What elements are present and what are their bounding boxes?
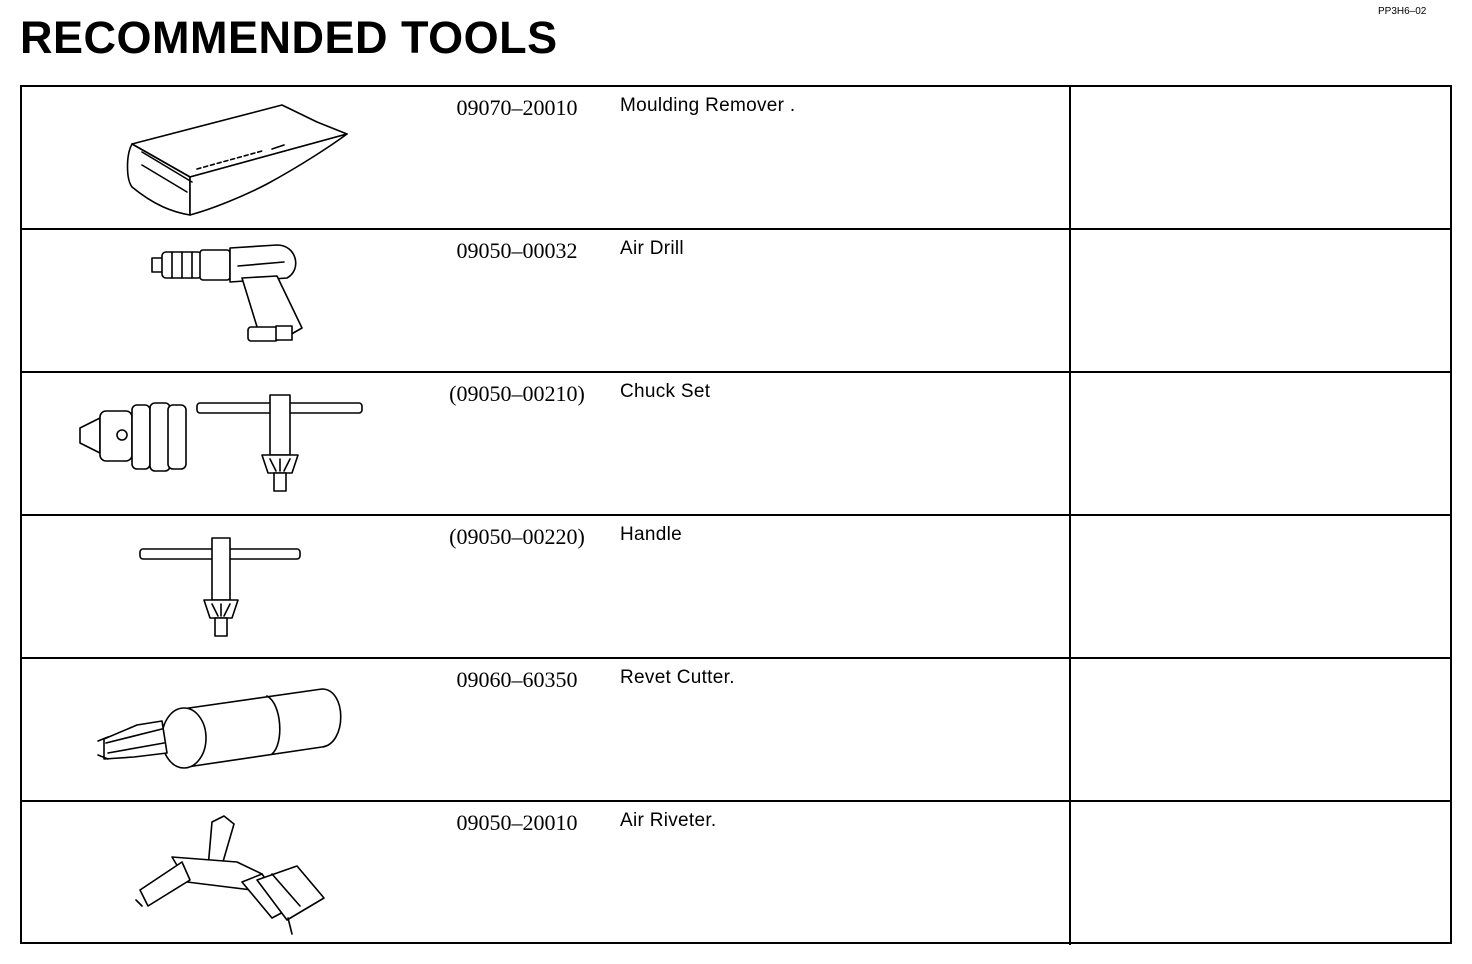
part-number: (09050–00210) (449, 381, 585, 406)
column-divider (1069, 802, 1071, 945)
tool-name: Air Riveter. (620, 810, 717, 831)
table-row (22, 802, 1450, 945)
tool-name: Chuck Set (620, 381, 711, 402)
table-row (22, 516, 1450, 659)
tool-name: Revet Cutter. (620, 667, 735, 688)
page-title: RECOMMENDED TOOLS (20, 12, 558, 63)
column-divider (1069, 516, 1071, 657)
table-row (22, 230, 1450, 373)
part-number: 09050–20010 (456, 810, 578, 835)
moulding-remover-icon (62, 87, 422, 228)
table-row (22, 373, 1450, 516)
chuck-set-icon (62, 373, 422, 514)
table-row (22, 659, 1450, 802)
tools-table (20, 85, 1452, 944)
tool-illustration (62, 659, 422, 800)
part-number: 09060–60350 (456, 667, 578, 692)
column-divider (1069, 230, 1071, 371)
tool-illustration (62, 230, 422, 371)
part-number: 09070–20010 (456, 95, 578, 120)
table-row (22, 87, 1450, 230)
column-divider (1069, 87, 1071, 228)
rivet-cutter-icon (62, 659, 422, 800)
column-divider (1069, 659, 1071, 800)
tool-name: Air Drill (620, 238, 684, 259)
tool-illustration (62, 373, 422, 514)
air-drill-icon (62, 230, 422, 371)
tool-name: Moulding Remover . (620, 95, 796, 116)
part-number: 09050–00032 (456, 238, 578, 263)
air-riveter-icon (62, 802, 422, 943)
part-number: (09050–00220) (449, 524, 585, 549)
chuck-handle-icon (62, 516, 422, 657)
page-code: PP3H6–02 (1378, 6, 1427, 17)
column-divider (1069, 373, 1071, 514)
tool-illustration (62, 87, 422, 228)
tool-illustration (62, 802, 422, 943)
tool-name: Handle (620, 524, 683, 545)
tool-illustration (62, 516, 422, 657)
